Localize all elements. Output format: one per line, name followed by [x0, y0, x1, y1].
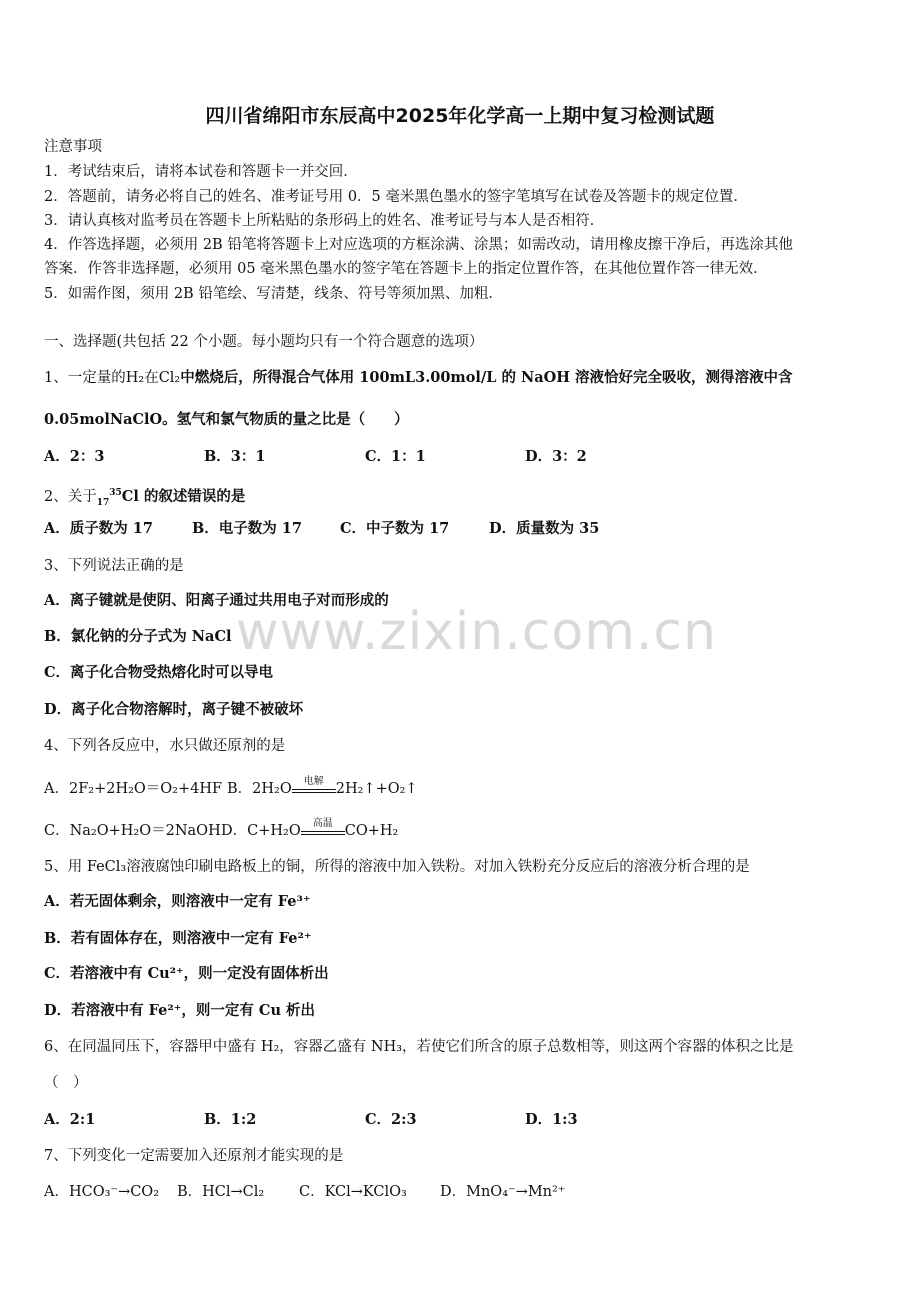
- question-7-stem: 7、下列变化一定需要加入还原剂才能实现的是: [44, 1148, 344, 1164]
- option-c: C．Na₂O+H₂O＝2NaOH: [44, 823, 221, 839]
- reaction-condition: 高温: [301, 831, 345, 841]
- option-d: D．C+H₂O 高温 CO+H₂: [221, 818, 399, 839]
- option-d: D．离子化合物溶解时，离子键不被破坏: [44, 701, 304, 718]
- option-b: B．氯化钠的分子式为 NaCl: [44, 628, 232, 645]
- question-3-stem: 3、下列说法正确的是: [44, 558, 184, 574]
- option-d: D．MnO₄⁻→Mn²⁺: [440, 1184, 566, 1200]
- notice-item: 1．考试结束后，请将本试卷和答题卡一并交回．: [44, 164, 358, 180]
- option-b: B．1:2: [204, 1111, 257, 1128]
- option-c: C．离子化合物受热熔化时可以导电: [44, 664, 274, 681]
- question-1-stem-line2: 0.05molNaClO。氢气和氯气物质的量之比是（ ）: [44, 411, 409, 428]
- notice-heading: 注意事项: [44, 139, 102, 155]
- option-b: B．3：1: [204, 448, 266, 465]
- question-4-stem: 4、下列各反应中，水只做还原剂的是: [44, 738, 286, 754]
- option-c: C．KCl→KClO₃: [299, 1184, 407, 1200]
- option-a: A．离子键就是使阴、阳离子通过共用电子对而形成的: [44, 592, 389, 609]
- question-2-stem: 2、关于$_{17}^{35}$Cl 的叙述错误的是: [44, 487, 246, 508]
- notice-item: 答案．作答非选择题，必须用 05 毫米黑色墨水的签字笔在答题卡上的指定位置作答，在其他位置作答一律无效．: [44, 261, 768, 277]
- section-heading: 一、选择题(共包括 22 个小题。每小题均只有一个符合题意的选项）: [44, 334, 484, 350]
- option-b: B．HCl→Cl₂: [177, 1184, 265, 1200]
- reaction-condition: 电解: [292, 789, 336, 799]
- option-d: D．质量数为 35: [489, 520, 600, 537]
- option-d: D．1:3: [525, 1111, 578, 1128]
- option-a: A．2:1: [44, 1111, 96, 1128]
- notice-item: 4．作答选择题，必须用 2B 铅笔将答题卡上对应选项的方框涂满、涂黑；如需改动，请用橡皮擦干净后，再选涂其他: [44, 237, 793, 253]
- option-b: B．2H₂O 电解 2H₂↑+O₂↑: [227, 776, 418, 797]
- question-6-stem-line2: （ ）: [44, 1075, 88, 1091]
- option-a: A．HCO₃⁻→CO₂: [44, 1184, 160, 1200]
- notice-item: 5．如需作图，须用 2B 铅笔绘、写清楚，线条、符号等须加黑、加粗．: [44, 286, 503, 302]
- option-c: C．中子数为 17: [340, 520, 450, 537]
- question-6-stem: 6、在同温同压下，容器甲中盛有 H₂，容器乙盛有 NH₃，若使它们所含的原子总数相等，则这两个容器的体积之比是: [44, 1039, 794, 1055]
- option-a: A．若无固体剩余，则溶液中一定有 Fe³⁺: [44, 893, 311, 910]
- option-c: C．2:3: [365, 1111, 417, 1128]
- page-title: 四川省绵阳市东辰高中2025年化学高一上期中复习检测试题: [205, 105, 715, 127]
- notice-item: 3．请认真核对监考员在答题卡上所粘贴的条形码上的姓名、准考证号与本人是否相符．: [44, 213, 605, 229]
- notice-item: 2．答题前，请务必将自己的姓名、准考证号用 0．5 毫米黑色墨水的签字笔填写在试卷及答题卡的规定位置．: [44, 189, 748, 205]
- option-b: B．电子数为 17: [192, 520, 302, 537]
- option-c: C．1：1: [365, 448, 426, 465]
- option-d: D．3：2: [525, 448, 587, 465]
- question-5-stem: 5、用 FeCl₃溶液腐蚀印刷电路板上的铜，所得的溶液中加入铁粉。对加入铁粉充分反应后的溶液分析合理的是: [44, 859, 750, 875]
- option-b: B．若有固体存在，则溶液中一定有 Fe²⁺: [44, 930, 312, 947]
- question-1-stem: 1、一定量的H₂在Cl₂中燃烧后，所得混合气体用 100mL3.00mol/L 的 NaOH 溶液恰好完全吸收，测得溶液中含: [44, 369, 793, 386]
- option-a: A．2：3: [44, 448, 105, 465]
- option-c: C．若溶液中有 Cu²⁺，则一定没有固体析出: [44, 965, 329, 982]
- watermark: www.zixin.com.cn: [236, 602, 717, 662]
- option-d: D．若溶液中有 Fe²⁺，则一定有 Cu 析出: [44, 1002, 316, 1019]
- option-a: A．质子数为 17: [44, 520, 153, 537]
- option-a: A．2F₂+2H₂O＝O₂+4HF: [44, 781, 223, 797]
